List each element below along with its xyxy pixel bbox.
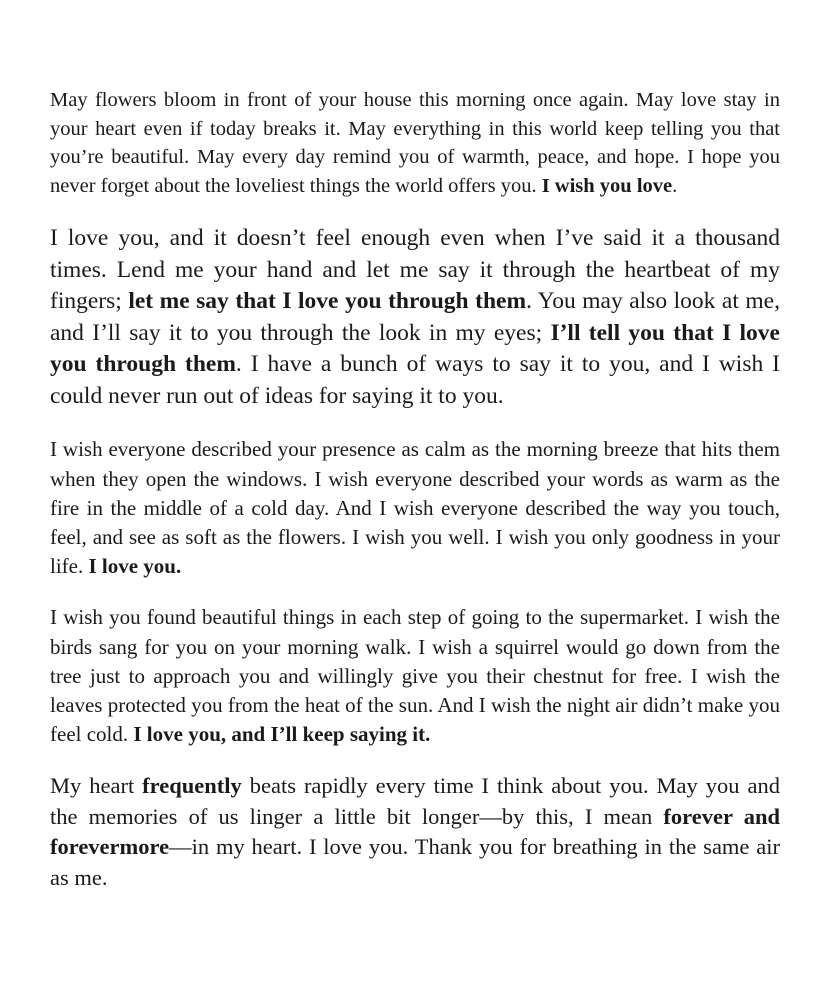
paragraph-love-you-through-them	[50, 223, 780, 412]
text-segment: .	[672, 174, 678, 197]
bold-phrase: I love you, and I’ll keep saying it.	[133, 722, 431, 747]
text-segment: May flowers bloom in front of your house this morning once again. May love stay in your heart even if today breaks it. May everything in this world keep telling you that you’re beautiful. May every day remind you of warmth, peace, and hope. I hope you never forget about the loveliest things the world offers you.	[50, 89, 780, 197]
bold-phrase: let me say that I love you through them	[128, 288, 527, 315]
document-page	[50, 86, 780, 893]
bold-phrase: I wish you love	[541, 174, 673, 197]
text-segment: My heart	[50, 773, 143, 799]
text-segment: . You may also look at me, and I’ll say it to you through the look in my eyes;	[50, 288, 780, 346]
bold-phrase: frequently	[142, 773, 242, 799]
bold-phrase: I love you.	[88, 554, 182, 579]
text-segment: I love you, and it doesn’t feel enough even when I’ve said it a thousand times. Lend me your hand and let me say it through the heartbeat of my fingers;	[50, 225, 780, 315]
bold-phrase: forever and forevermore	[50, 803, 780, 860]
text-segment: . I have a bunch of ways to say it to you, and I wish I could never run out of ideas for saying it to you.	[50, 351, 781, 409]
bold-phrase: I’ll tell you that I love you through them	[50, 319, 780, 378]
text-segment: beats rapidly every time I think about you. May you and the memories of us linger a little bit longer—by this, I mean	[50, 773, 780, 829]
paragraph-supermarket	[50, 603, 780, 749]
paragraph-wish-you-love	[50, 86, 780, 200]
text-segment: I wish you found beautiful things in each step of going to the supermarket. I wish the birds sang for you on your morning walk. I wish a squirrel would go down from the tree just to approach you and willingly give you their chestnut for free. I wish the leaves protected you from the heat of the sun. And I wish the night air didn’t make you feel cold.	[50, 605, 780, 747]
paragraph-morning-breeze	[50, 435, 780, 581]
text-segment: I wish everyone described your presence as calm as the morning breeze that hits them when they open the windows. I wish everyone described your words as warm as the fire in the middle of a cold day. And I wish everyone described the way you touch, feel, and see as soft as the flowers. I wish you well. I wish you only goodness in your life.	[50, 437, 780, 579]
paragraph-forevermore	[50, 771, 780, 893]
text-segment: —in my heart. I love you. Thank you for breathing in the same air as me.	[50, 834, 780, 890]
